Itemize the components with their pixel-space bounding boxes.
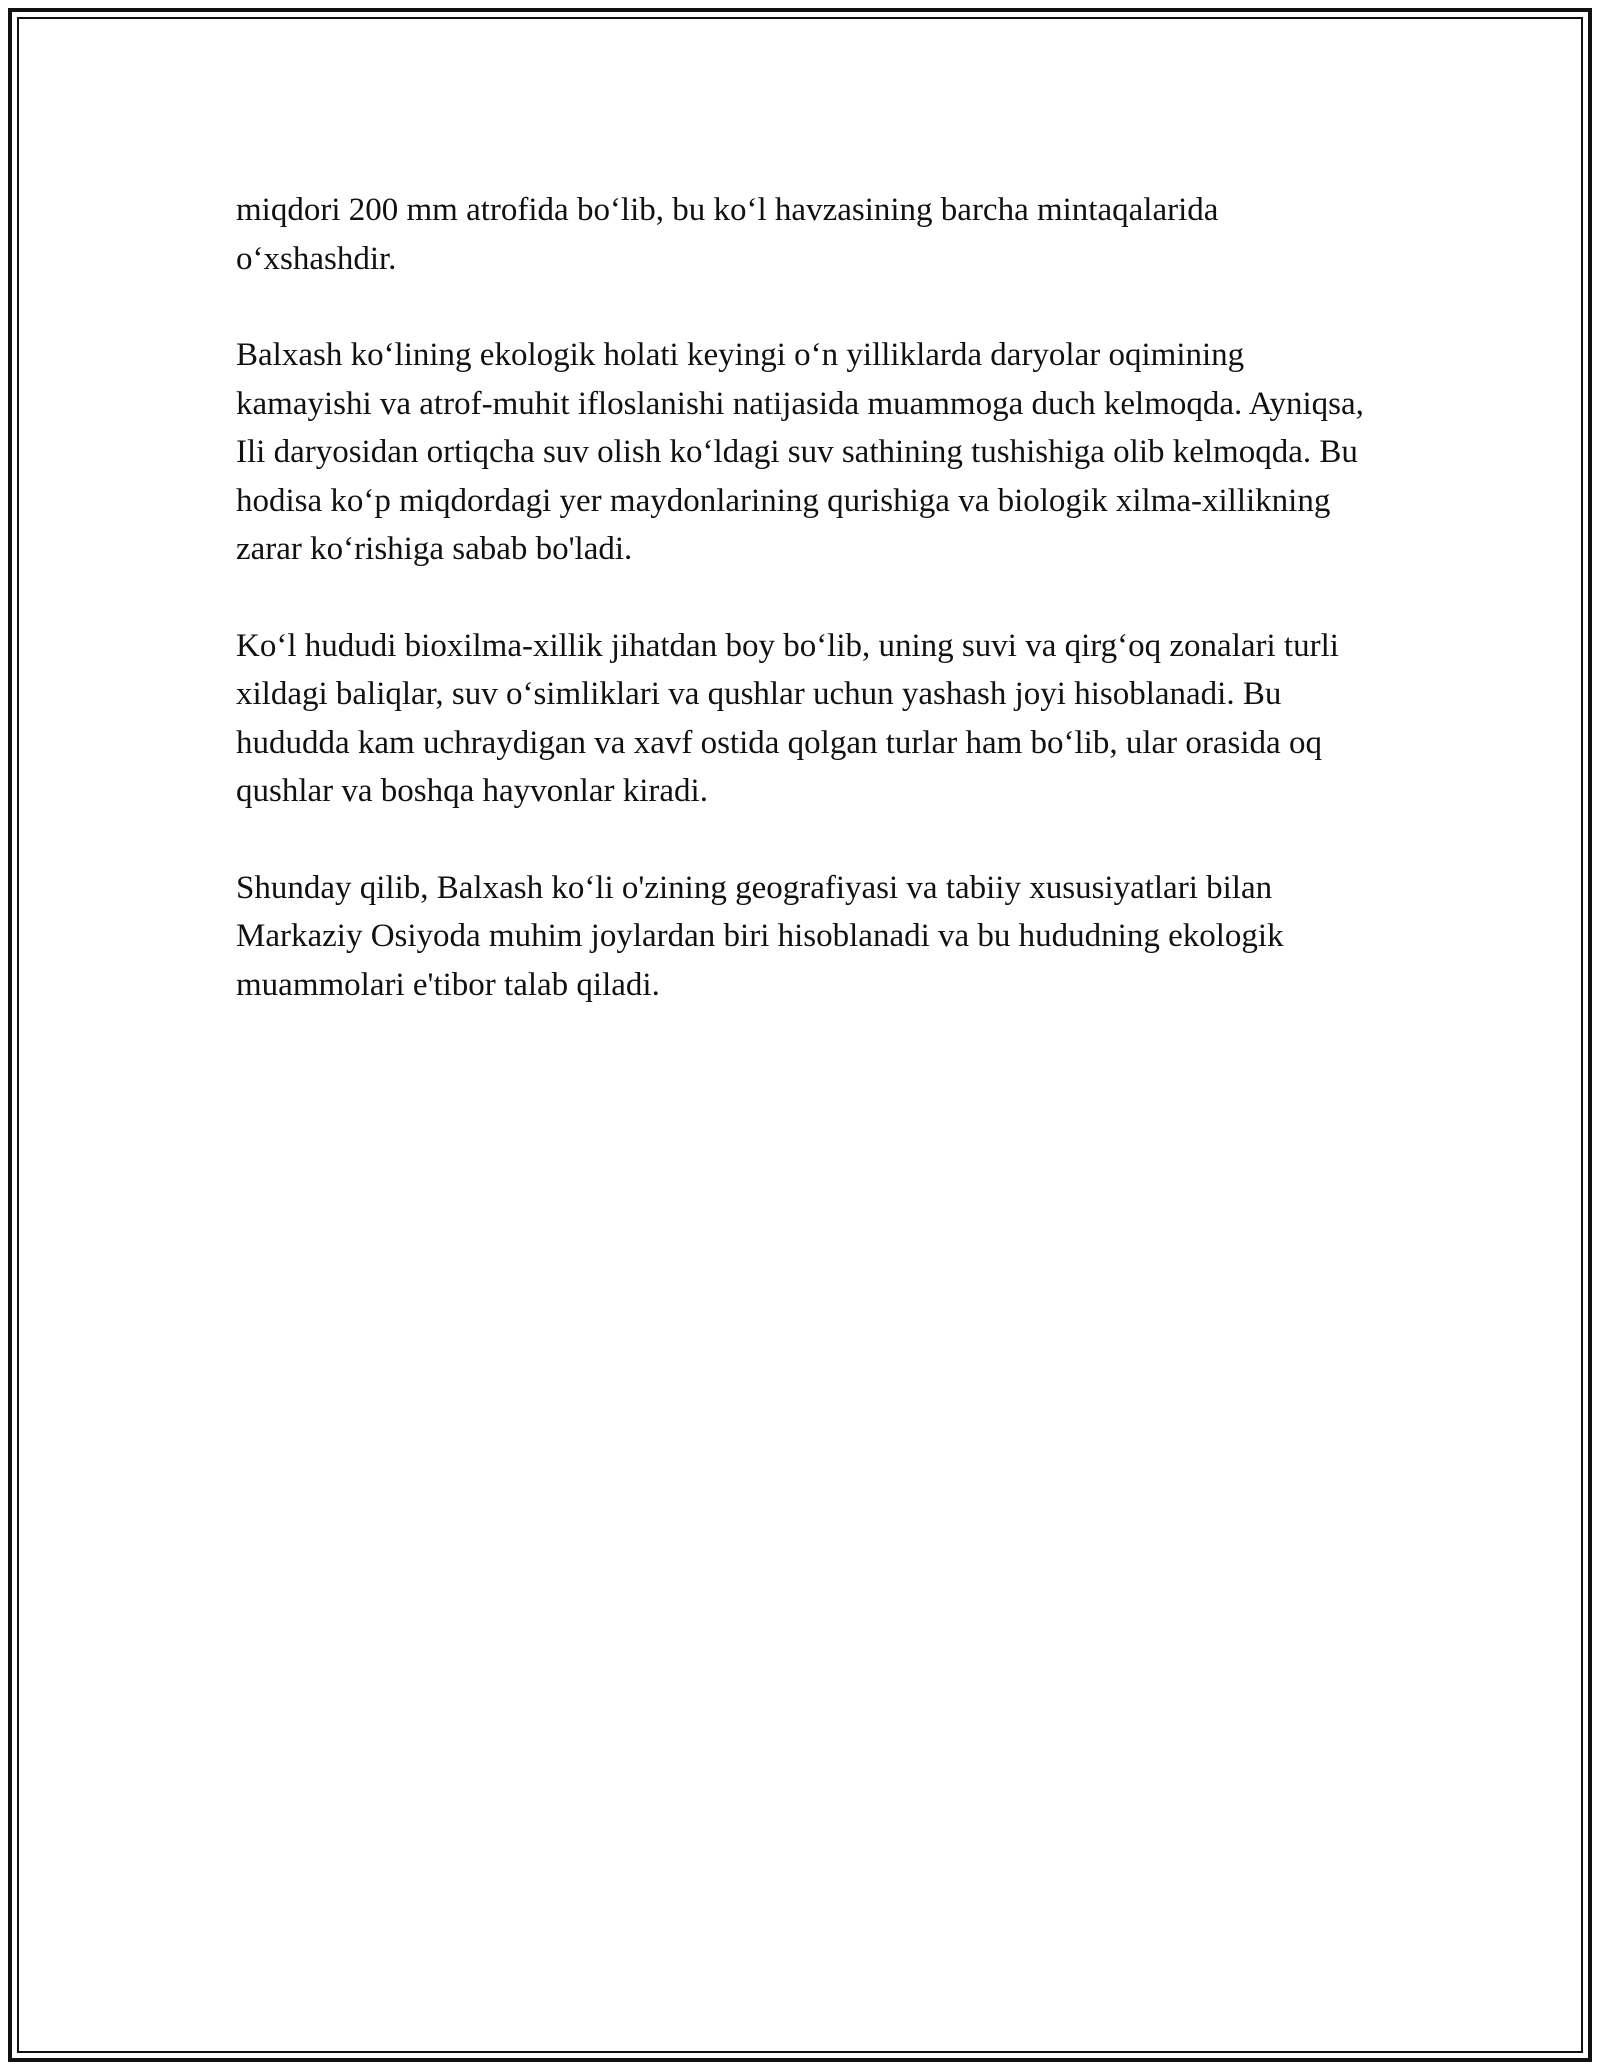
paragraph-3: Ko‘l hududi bioxilma-xillik jihatdan boy bo‘lib, uning suvi va qirg‘oq zonalari turli xildagi baliqlar, suv o‘simliklari va qushlar uchun yashash joyi hisoblanadi. Bu hududda kam uchraydigan va xavf ostida qolgan turlar ham bo‘lib, ular orasida oq qushlar va boshqa hayvonlar kiradi.: [236, 627, 1339, 809]
paragraph-4: Shunday qilib, Balxash ko‘li o'zining geografiyasi va tabiiy xususiyatlari bilan Markaziy Osiyoda muhim joylardan biri hisoblanadi va bu hududning ekologik muammolari e'tibor talab qiladi.: [236, 869, 1284, 1003]
paragraph-2: Balxash ko‘lining ekologik holati keyingi o‘n yilliklarda daryolar oqimining kamayishi va atrof-muhit ifloslanishi natijasida muammoga duch kelmoqda. Ayniqsa, Ili daryosidan ortiqcha suv olish ko‘ldagi suv sathining tushishiga olib kelmoqda. Bu hodisa ko‘p miqdordagi yer maydonlarining qurishiga va biologik xilma-xillikning zarar ko‘rishiga sabab bo'ladi.: [236, 337, 1364, 567]
paragraph-1: miqdori 200 mm atrofida bo‘lib, bu ko‘l havzasining barcha mintaqalarida o‘xshashdir.: [236, 192, 1219, 277]
document-body: [236, 186, 1366, 1009]
